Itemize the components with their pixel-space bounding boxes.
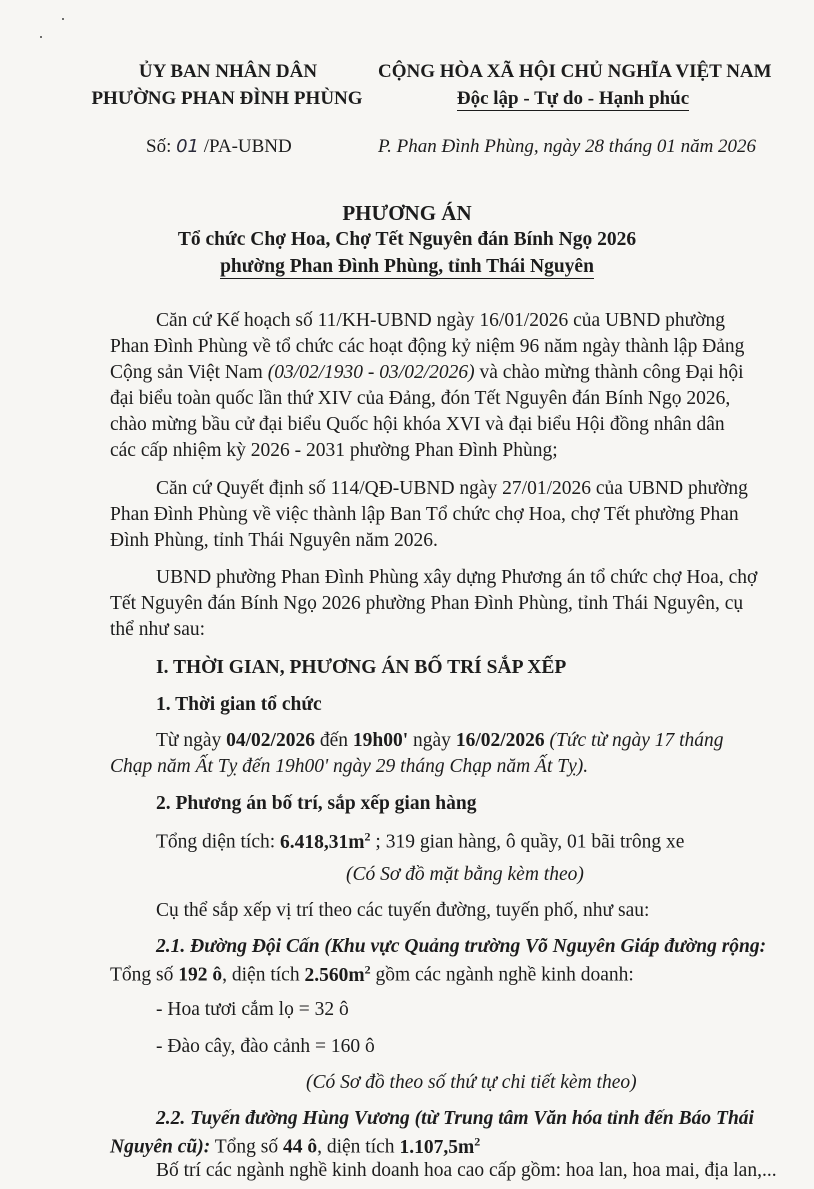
area-number: 1.107,5m <box>399 1136 475 1158</box>
para3-line: UBND phường Phan Đình Phùng xây dựng Phương án tổ chức chợ Hoa, chợ <box>156 567 758 588</box>
national-motto <box>378 88 768 110</box>
time-line-2: Chạp năm Ất Tỵ đến 19h00' ngày 29 tháng Chạp năm Ất Tỵ). <box>110 756 589 777</box>
stall-count-text: ; 319 gian hàng, ô quầy, 01 bãi trông xe <box>370 831 685 853</box>
item-2-1-summary <box>110 962 634 987</box>
summary-text: , diện tích <box>317 1136 400 1158</box>
para2-line: Phan Đình Phùng về việc thành lập Ban Tổ chức chợ Hoa, chợ Tết phường Phan <box>110 504 739 525</box>
place-date: P. Phan Đình Phùng, ngày 28 tháng 01 năm 2026 <box>378 136 757 157</box>
document-number <box>146 136 292 158</box>
item-2-1-heading: 2.1. Đường Đội Cấn (Khu vực Quảng trường Võ Nguyên Giáp đường rộng: <box>156 936 767 957</box>
end-hour: 19h00' <box>352 730 409 751</box>
stall-count: 44 ô <box>282 1136 318 1158</box>
number-handwritten: 01 <box>176 136 200 157</box>
document-subtitle-2 <box>0 256 814 278</box>
para2-line: Căn cứ Quyết định số 114/QĐ-UBND ngày 27/01/2026 của UBND phường <box>156 478 748 499</box>
para2-line: Đình Phùng, tỉnh Thái Nguyên năm 2026. <box>110 530 438 551</box>
document-subtitle-1: Tổ chức Chợ Hoa, Chợ Tết Nguyên đán Bính Ngọ 2026 <box>177 229 637 250</box>
section-1-1-heading: 1. Thời gian tổ chức <box>156 694 322 715</box>
para1-line <box>110 362 744 384</box>
org-name-line1: ỦY BAN NHÂN DÂN <box>138 61 318 82</box>
para1-line: Phan Đình Phùng về tổ chức các hoạt động kỷ niệm 96 năm ngày thành lập Đảng <box>110 336 745 357</box>
document-subtitle-2-text: phường Phan Đình Phùng, tỉnh Thái Nguyên <box>220 256 594 277</box>
lunar-note: (Tức từ ngày 17 tháng <box>549 730 724 751</box>
map-note: (Có Sơ đồ mặt bằng kèm theo) <box>346 864 584 885</box>
section-1-2-heading: 2. Phương án bố trí, sắp xếp gian hàng <box>156 793 477 814</box>
summary-text: , diện tích <box>222 964 305 986</box>
item-2-1-note: (Có Sơ đồ theo số thứ tự chi tiết kèm theo) <box>306 1072 637 1093</box>
para3-line: Tết Nguyên đán Bính Ngọ 2026 phường Phan Đình Phùng, tỉnh Thái Nguyên, cụ <box>110 593 744 614</box>
total-area-line <box>156 829 684 854</box>
scan-speck <box>62 18 64 20</box>
national-title: CỘNG HÒA XÃ HỘI CHỦ NGHĨA VIỆT NAM <box>378 61 772 82</box>
item-2-2-summary <box>110 1134 480 1159</box>
item-2-1-bullet: - Hoa tươi cắm lọ = 32 ô <box>156 999 349 1020</box>
section-1-heading: I. THỜI GIAN, PHƯƠNG ÁN BỐ TRÍ SẮP XẾP <box>156 657 567 678</box>
summary-text: gồm các ngành nghề kinh doanh: <box>370 964 634 986</box>
start-date: 04/02/2026 <box>226 730 315 751</box>
area-unit-sup: 2 <box>474 1134 481 1148</box>
area-value <box>304 962 371 986</box>
document-title: PHƯƠNG ÁN <box>342 201 472 225</box>
item-2-2-heading-cont: Nguyên cũ): <box>110 1136 211 1158</box>
stall-count: 192 ô <box>178 964 223 986</box>
para1-line: Căn cứ Kế hoạch số 11/KH-UBND ngày 16/01/2026 của UBND phường <box>156 310 726 331</box>
end-date: 16/02/2026 <box>455 730 545 751</box>
national-motto-text: Độc lập - Tự do - Hạnh phúc <box>456 88 690 109</box>
item-2-2-heading: 2.2. Tuyến đường Hùng Vương (từ Trung tâm Văn hóa tỉnh đến Báo Thái <box>156 1108 754 1129</box>
time-text: ngày <box>408 730 456 751</box>
time-text: Từ ngày <box>156 730 227 751</box>
area-number: 6.418,31m <box>280 831 365 853</box>
summary-text: Tổng số <box>210 1136 283 1158</box>
summary-text: Tổng số <box>110 964 179 986</box>
para3-line: thể như sau: <box>110 619 206 640</box>
area-label: Tổng diện tích: <box>156 831 281 853</box>
item-2-2-last-line: Bố trí các ngành nghề kinh doanh hoa cao cấp gồm: hoa lan, hoa mai, địa lan,... <box>156 1160 777 1181</box>
para1-line: chào mừng bầu cử đại biểu Quốc hội khóa XVI và đại biểu Hội đồng nhân dân <box>110 414 725 435</box>
para1-date-range: (03/02/1930 - 03/02/2026) <box>267 362 475 383</box>
number-prefix: Số: <box>146 136 172 157</box>
area-number: 2.560m <box>304 964 365 986</box>
para1-line: các cấp nhiệm kỳ 2026 - 2031 phường Phan Đình Phùng; <box>110 440 558 461</box>
detail-intro: Cụ thể sắp xếp vị trí theo các tuyến đường, tuyến phố, như sau: <box>156 900 650 921</box>
org-name-line2: PHƯỜNG PHAN ĐÌNH PHÙNG <box>91 88 363 109</box>
time-text: đến <box>314 730 353 751</box>
time-line-1 <box>156 730 724 752</box>
para1-text: và chào mừng thành công Đại hội <box>479 362 744 383</box>
item-2-1-bullet: - Đào cây, đào cảnh = 160 ô <box>156 1036 375 1057</box>
area-unit-sup: 2 <box>364 962 371 976</box>
scan-speck <box>40 36 42 38</box>
para1-line: đại biểu toàn quốc lần thứ XIV của Đảng, đón Tết Nguyên đán Bính Ngọ 2026, <box>110 388 731 409</box>
area-unit-sup: 2 <box>364 829 371 843</box>
para1-text: Cộng sản Việt Nam <box>110 362 263 383</box>
area-value <box>280 829 371 853</box>
area-value <box>399 1134 481 1158</box>
number-suffix: /PA-UBND <box>203 136 292 157</box>
